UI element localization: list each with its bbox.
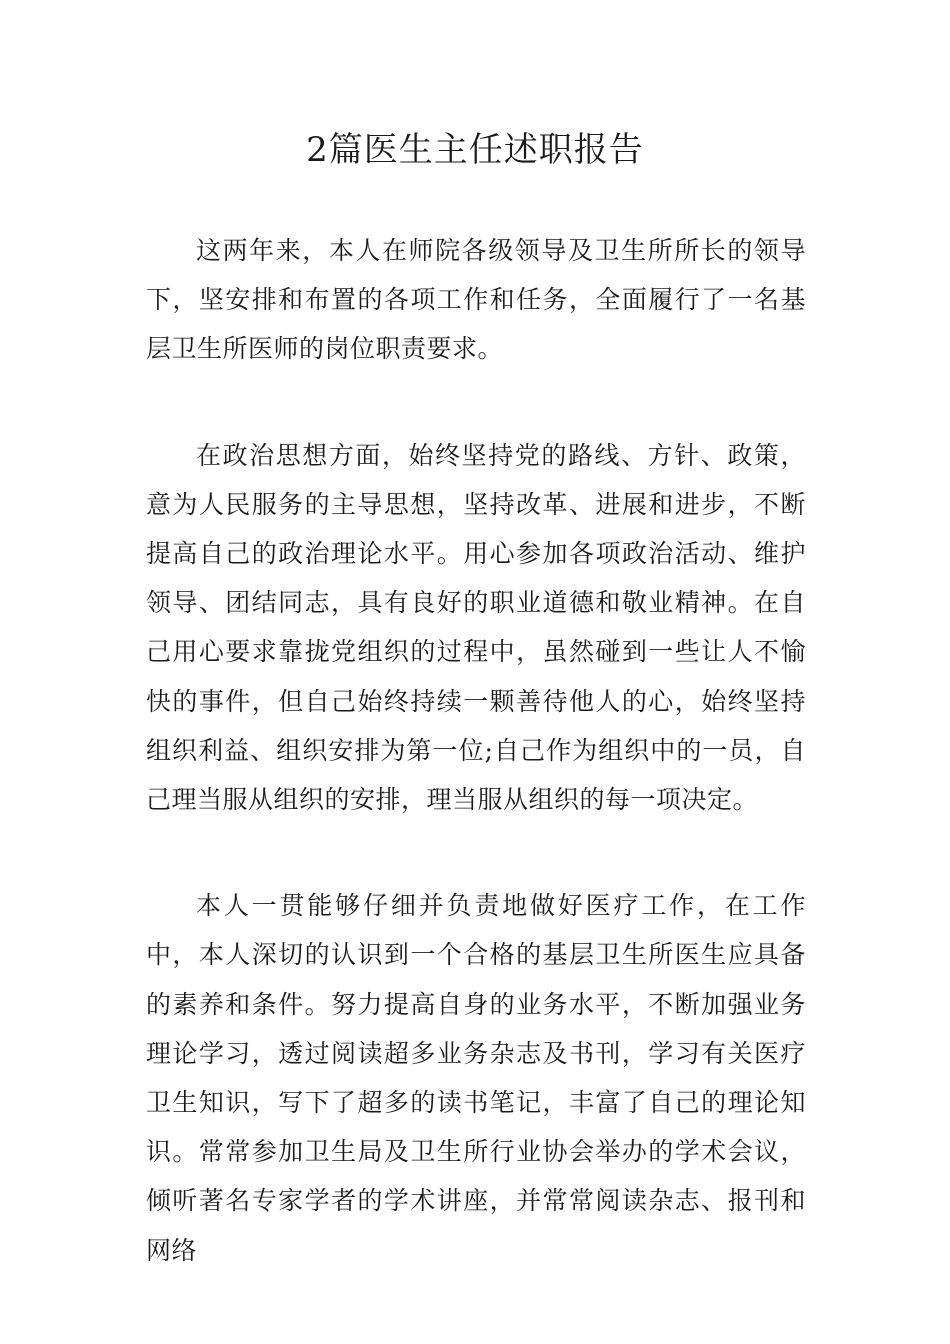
paragraph: 这两年来，本人在师院各级领导及卫生所所长的领导下，坚安排和布置的各项工作和任务，全面履行了一名基层卫生所医师的岗位职责要求。 (146, 236, 806, 364)
document-body (146, 226, 806, 1332)
paragraph: 本人一贯能够仔细并负责地做好医疗工作，在工作中，本人深切的认识到一个合格的基层卫生所医生应具备的素养和条件。努力提高自身的业务水平，不断加强业务理论学习，透过阅读超多业务杂志及书刊，学习有关医疗卫生知识，写下了超多的读书笔记，丰富了自己的理论知识。常常参加卫生局及卫生所行业协会举办的学术会议，倾听著名专家学者的学术讲座，并常常阅读杂志、报刊和网络 (146, 891, 806, 1265)
paragraph: 在政治思想方面，始终坚持党的路线、方针、政策，意为人民服务的主导思想，坚持改革、进展和进步，不断提高自己的政治理论水平。用心参加各项政治活动、维护领导、团结同志，具有良好的职业道德和敬业精神。在自己用心要求靠拢党组织的过程中，虽然碰到一些让人不愉快的事件，但自己始终持续一颗善待他人的心，始终坚持组织利益、组织安排为第一位;自己作为组织中的一员，自己理当服从组织的安排，理当服从组织的每一项决定。 (146, 440, 806, 815)
document-title: 2篇医生主任述职报告 (306, 130, 644, 170)
